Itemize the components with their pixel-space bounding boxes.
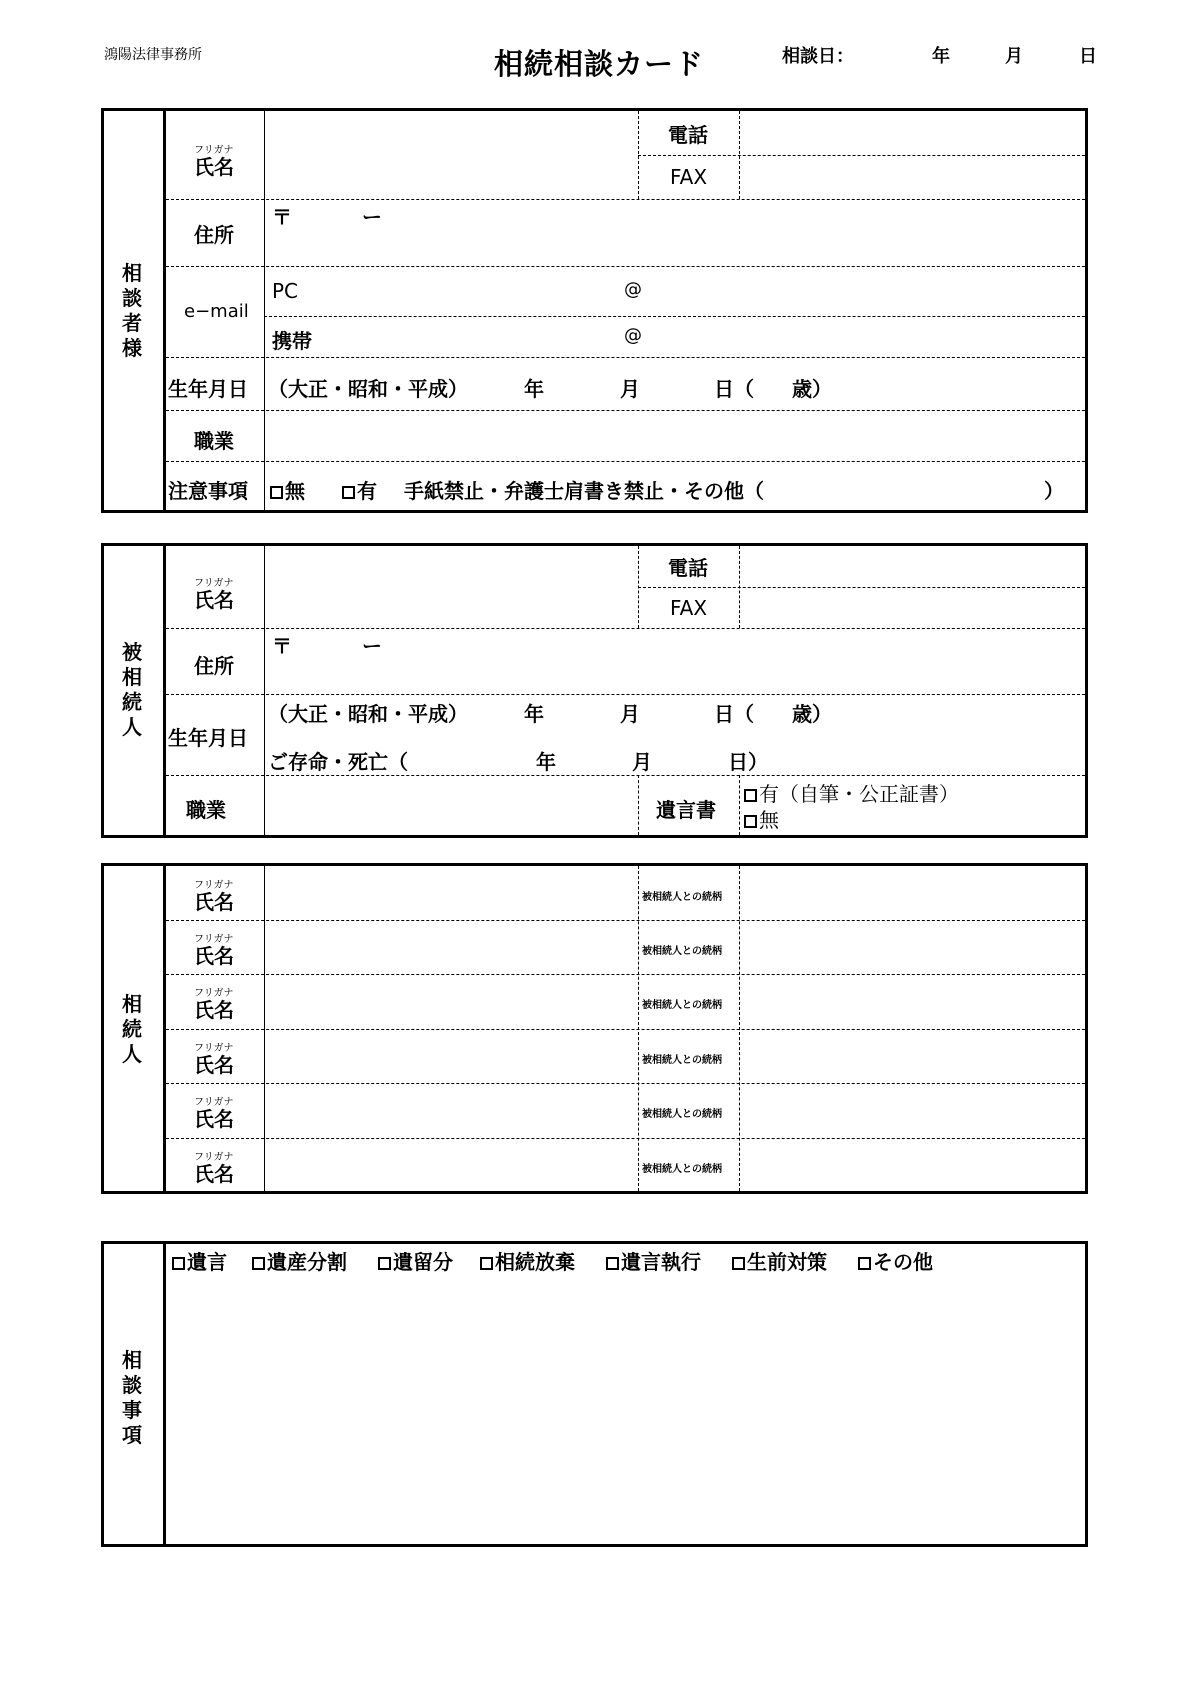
consult-date-month: 月 [1005, 46, 1023, 67]
client-postal-mark: 〒 [272, 205, 292, 229]
client-notes-yes[interactable]: 有 [342, 475, 377, 504]
client-email-pc: PC [272, 279, 299, 303]
client-birth-era: （大正・昭和・平成） [268, 377, 468, 401]
checkbox-icon [744, 815, 757, 828]
client-email-mobile: 携帯 [272, 329, 312, 353]
checkbox-icon [858, 1257, 871, 1270]
client-email-pc-at: @ [624, 279, 642, 300]
decedent-side-column [104, 546, 166, 835]
decedent-birth-month: 月 [620, 702, 640, 726]
heir-relation-label: 被相続人との続柄 [642, 1109, 722, 1120]
decedent-side-label: 被 相 続 人 [122, 640, 142, 739]
checkbox-icon [378, 1257, 391, 1270]
client-birth-year: 年 [524, 377, 544, 401]
decedent-postal-mark: 〒 [272, 634, 292, 658]
matter-renunciation[interactable]: 相続放棄 [480, 1246, 575, 1275]
checkbox-icon [270, 486, 283, 499]
matter-will[interactable]: 遺言 [172, 1246, 227, 1275]
checkbox-icon [480, 1257, 493, 1270]
client-birth-day: 日（ [714, 377, 754, 401]
consult-date-day: 日 [1079, 46, 1097, 67]
client-phone-label: 電話 [668, 123, 708, 147]
consult-date-label: 相談日： [782, 46, 854, 67]
client-occupation-label: 職業 [194, 429, 234, 453]
client-birth-age: 歳） [792, 377, 832, 401]
heirs-side-column [104, 866, 166, 1191]
heir-name-label: 氏名 [194, 998, 234, 1022]
heir-furigana: フリガナ [194, 1097, 234, 1108]
heir-furigana: フリガナ [194, 934, 234, 945]
heir-name-label: 氏名 [194, 1162, 234, 1186]
heir-relation-label: 被相続人との続柄 [642, 1164, 722, 1175]
heir-name-label: 氏名 [194, 1053, 234, 1077]
client-notes-detail: 手紙禁止・弁護士肩書き禁止・その他（ [404, 479, 764, 503]
heir-furigana: フリガナ [194, 1152, 234, 1163]
consult-date-year: 年 [932, 46, 950, 67]
heir-relation-label: 被相続人との続柄 [642, 1000, 722, 1011]
heir-name-label: 氏名 [194, 890, 234, 914]
decedent-will-none[interactable]: 無 [744, 804, 779, 833]
client-side-column [104, 111, 166, 510]
decedent-occupation-label: 職業 [186, 798, 226, 822]
heir-furigana: フリガナ [194, 988, 234, 999]
heirs-section [101, 863, 1088, 1194]
checkbox-icon [172, 1257, 185, 1270]
checkbox-icon [606, 1257, 619, 1270]
decedent-status: ご存命・死亡（ [268, 750, 408, 774]
decedent-death-day: 日） [728, 750, 768, 774]
page-title: 相続相談カード [494, 47, 705, 81]
client-email-label: e−mail [184, 301, 249, 322]
decedent-birth-age: 歳） [792, 702, 832, 726]
decedent-address-label: 住所 [194, 654, 234, 678]
heir-relation-label: 被相続人との続柄 [642, 946, 722, 957]
client-email-mobile-at: @ [624, 325, 642, 346]
decedent-birth-label: 生年月日 [168, 726, 248, 750]
heir-furigana: フリガナ [194, 1043, 234, 1054]
client-notes-none[interactable]: 無 [270, 475, 305, 504]
decedent-furigana: フリガナ [194, 578, 234, 589]
heir-relation-label: 被相続人との続柄 [642, 1055, 722, 1066]
client-furigana: フリガナ [194, 145, 234, 156]
decedent-phone-label: 電話 [668, 556, 708, 580]
client-birth-month: 月 [620, 377, 640, 401]
client-name-label: 氏名 [194, 155, 234, 179]
client-birth-label: 生年月日 [168, 377, 248, 401]
client-postal-dash: ー [362, 205, 382, 229]
matter-pre-planning[interactable]: 生前対策 [732, 1246, 827, 1275]
matters-side-column [104, 1244, 166, 1544]
matter-estate-division[interactable]: 遺産分割 [252, 1246, 347, 1275]
decedent-section [101, 543, 1088, 838]
decedent-postal-dash: ー [362, 634, 382, 658]
client-section [101, 108, 1088, 513]
checkbox-icon [342, 486, 355, 499]
heirs-side-label: 相 続 人 [122, 992, 142, 1066]
matters-section [101, 1241, 1088, 1547]
client-notes-close: ） [1044, 479, 1064, 503]
checkbox-icon [252, 1257, 265, 1270]
heir-furigana: フリガナ [194, 880, 234, 891]
decedent-will-yes[interactable]: 有（自筆・公正証書） [744, 778, 959, 807]
decedent-birth-era: （大正・昭和・平成） [268, 702, 468, 726]
heir-name-label: 氏名 [194, 944, 234, 968]
decedent-fax-label: FAX [670, 596, 708, 620]
decedent-will-label: 遺言書 [656, 798, 716, 822]
client-fax-label: FAX [670, 165, 708, 189]
office-name: 鴻陽法律事務所 [104, 47, 202, 63]
client-side-label: 相 談 者 様 [122, 261, 142, 360]
heir-relation-label: 被相続人との続柄 [642, 892, 722, 903]
decedent-birth-year: 年 [524, 702, 544, 726]
checkbox-icon [732, 1257, 745, 1270]
client-notes-label: 注意事項 [168, 479, 248, 503]
matter-will-execution[interactable]: 遺言執行 [606, 1246, 701, 1275]
decedent-birth-day: 日（ [714, 702, 754, 726]
matters-side-label: 相 談 事 項 [122, 1348, 142, 1447]
matter-legal-share[interactable]: 遺留分 [378, 1246, 453, 1275]
checkbox-icon [744, 789, 757, 802]
client-address-label: 住所 [194, 223, 234, 247]
decedent-death-month: 月 [632, 750, 652, 774]
heir-name-label: 氏名 [194, 1107, 234, 1131]
decedent-name-label: 氏名 [194, 588, 234, 612]
matter-other[interactable]: その他 [858, 1246, 933, 1275]
decedent-death-year: 年 [536, 750, 556, 774]
